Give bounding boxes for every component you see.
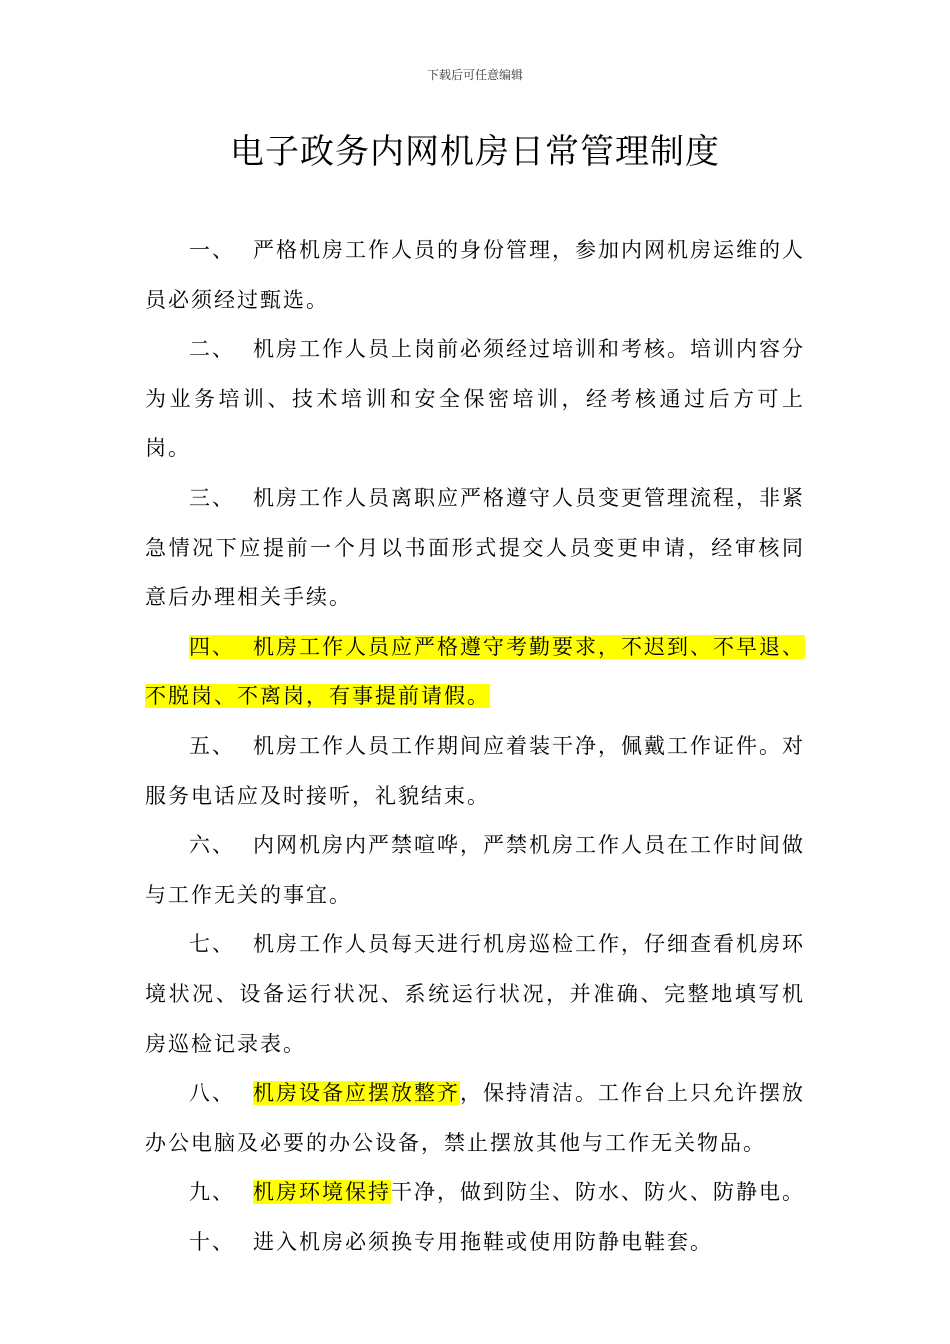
- clause-number: 一、: [189, 238, 235, 262]
- clause-text: ，保持清洁。工作台上只允许摆放办公电脑及必要的办公设备，禁止摆放其他与工作无关物品。: [145, 1081, 805, 1155]
- clause-number: 六、: [189, 833, 235, 858]
- clause-10: [145, 1218, 805, 1268]
- clause-text: 机房工作人员应严格遵守考勤要求，不迟到、不早退、不脱岗、不离岗，有事提前请假。: [145, 634, 805, 709]
- clause-number: 七、: [189, 932, 235, 957]
- clause-text: 机房工作人员每天进行机房巡检工作，仔细查看机房环境状况、设备运行状况、系统运行状况，并准确、完整地填写机房巡检记录表。: [145, 932, 805, 1056]
- clause-2: [145, 325, 805, 474]
- clause-5: [145, 722, 805, 821]
- clause-6: [145, 821, 805, 920]
- clause-text: 机房工作人员工作期间应着装干净，佩戴工作证件。对服务电话应及时接听，礼貌结束。: [145, 733, 805, 808]
- clause-number: 五、: [189, 733, 235, 758]
- highlighted-phrase: 机房设备应摆放整齐: [253, 1081, 460, 1106]
- clause-text: 机房工作人员上岗前必须经过培训和考核。培训内容分为业务培训、技术培训和安全保密培训，经考核通过后方可上岗。: [145, 337, 805, 461]
- clause-8: [145, 1069, 805, 1168]
- clause-4: [145, 623, 805, 722]
- document-title: 电子政务内网机房日常管理制度: [230, 132, 720, 172]
- clause-text: 内网机房内严禁喧哗，严禁机房工作人员在工作时间做与工作无关的事宜。: [145, 833, 805, 907]
- clause-text: 进入机房必须换专用拖鞋或使用防静电鞋套。: [253, 1229, 713, 1254]
- header-note: 下载后可任意编辑: [426, 68, 523, 82]
- clause-9: [145, 1168, 805, 1218]
- clause-1: [145, 226, 805, 325]
- clause-3: [145, 474, 805, 623]
- highlighted-phrase: 机房环境保持: [253, 1180, 391, 1205]
- clause-number: 十、: [189, 1229, 235, 1254]
- clause-number: 八、: [189, 1081, 235, 1106]
- document-body: [145, 226, 805, 1267]
- clause-number: 九、: [189, 1180, 235, 1205]
- clause-text: 干净，做到防尘、防水、防火、防静电。: [391, 1180, 805, 1205]
- clause-number: 四、: [189, 634, 235, 659]
- clause-number: 二、: [189, 337, 235, 362]
- clause-text: 严格机房工作人员的身份管理，参加内网机房运维的人员必须经过甄选。: [145, 238, 805, 312]
- highlighted-clause: [145, 635, 805, 709]
- clause-text: 机房工作人员离职应严格遵守人员变更管理流程，非紧急情况下应提前一个月以书面形式提交人员变更申请，经审核同意后办理相关手续。: [145, 485, 805, 610]
- clause-7: [145, 920, 805, 1069]
- clause-number: 三、: [189, 485, 235, 510]
